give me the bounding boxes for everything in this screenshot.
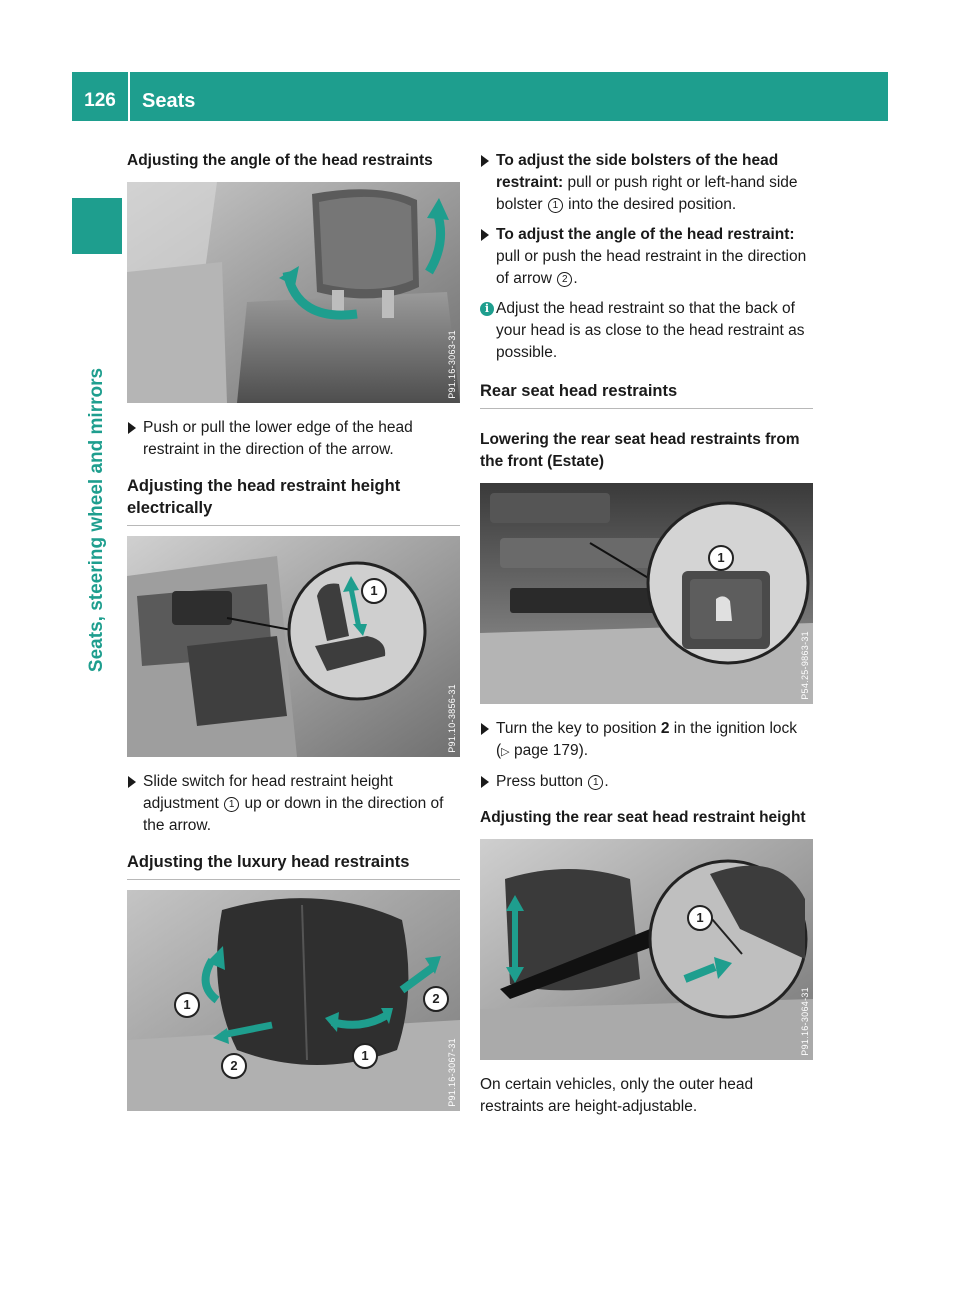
figure-head-restraint-angle xyxy=(127,182,460,403)
callout-1: 1 xyxy=(588,775,603,790)
step-text-a: Turn the key to position xyxy=(496,720,661,737)
step-text-c: page 179). xyxy=(509,742,589,759)
header-divider xyxy=(128,72,130,121)
figure-code: P54.25-9863-31 xyxy=(800,631,810,700)
step-angle xyxy=(480,224,813,290)
step-arrow-icon xyxy=(481,723,489,735)
step-text-a: Press button xyxy=(496,773,588,790)
step-push-pull xyxy=(127,417,460,461)
rear-height-heading: Adjusting the rear seat head restraint height xyxy=(480,809,806,826)
left-column xyxy=(127,150,460,1125)
side-chapter-label: Seats, steering wheel and mirrors xyxy=(86,367,107,673)
step-text: Push or pull the lower edge of the head restraint in the direction of the arrow. xyxy=(143,419,413,458)
outer-restraints-note: On certain vehicles, only the outer head restraints are height-adjustable. xyxy=(480,1076,754,1115)
step-press-button xyxy=(480,771,813,793)
page-ref-icon: ▷ xyxy=(501,746,510,758)
page-number: 126 xyxy=(84,90,116,111)
step-text-b: up or down in the direction of the arrow. xyxy=(143,795,444,834)
section-title: Seats xyxy=(142,90,196,112)
key-position: 2 xyxy=(660,720,670,737)
step-text-b: . xyxy=(604,773,609,790)
step-slide-switch xyxy=(127,771,460,837)
figure-rear-head-restraint xyxy=(480,839,813,1060)
figure-callout: 2 xyxy=(423,986,449,1012)
callout-1: 1 xyxy=(548,198,563,213)
step-arrow-icon xyxy=(481,155,489,167)
figure-center-console xyxy=(480,483,813,704)
figure-code: P91.10-3856-31 xyxy=(447,684,457,753)
step-arrow-icon xyxy=(128,422,136,434)
step-arrow-icon xyxy=(128,776,136,788)
step-text-a: pull or push the head restraint in the direction of arrow xyxy=(496,248,807,287)
figure-callout: 1 xyxy=(174,992,200,1018)
figure-luxury-head-restraint xyxy=(127,890,460,1111)
step-arrow-icon xyxy=(481,229,489,241)
figure-door-switch xyxy=(127,536,460,757)
height-heading: Adjusting the head restraint height electrically xyxy=(127,475,460,526)
step-text-b: in the ignition lock ( xyxy=(496,720,798,759)
luxury-heading: Adjusting the luxury head restraints xyxy=(127,851,460,880)
figure-code: P91.16-3067-31 xyxy=(447,1038,457,1107)
step-text-b: . xyxy=(573,270,578,287)
step-text-a: Slide switch for head restraint height adjustment xyxy=(143,773,393,812)
lower-heading: Lowering the rear seat head restraints from the front (Estate) xyxy=(480,431,800,470)
info-text: Adjust the head restraint so that the back of your head is as close to the head restraint as possible. xyxy=(496,300,805,361)
callout-2: 2 xyxy=(557,272,572,287)
step-bold: To adjust the angle of the head restraint: xyxy=(496,226,795,243)
step-turn-key xyxy=(480,718,813,763)
info-note xyxy=(480,298,813,364)
figure-callout: 1 xyxy=(708,545,734,571)
side-tab-marker xyxy=(72,198,122,254)
figure-callout: 1 xyxy=(687,905,713,931)
right-column xyxy=(480,150,813,1134)
step-text-a: pull or push right or left-hand side bolster xyxy=(496,174,798,213)
figure-callout: 1 xyxy=(361,578,387,604)
step-side-bolsters xyxy=(480,150,813,216)
step-bold: To adjust the side bolsters of the head restraint: xyxy=(496,152,779,191)
figure-code: P91.16-3063-31 xyxy=(447,330,457,399)
angle-heading: Adjusting the angle of the head restraints xyxy=(127,152,433,169)
info-icon: i xyxy=(480,302,494,316)
callout-1: 1 xyxy=(224,797,239,812)
figure-code: P91.16-3064-31 xyxy=(800,987,810,1056)
page-header xyxy=(72,72,888,121)
step-arrow-icon xyxy=(481,776,489,788)
rear-heading: Rear seat head restraints xyxy=(480,380,813,409)
step-text-b: into the desired position. xyxy=(563,196,737,213)
figure-callout: 2 xyxy=(221,1053,247,1079)
figure-callout: 1 xyxy=(352,1043,378,1069)
